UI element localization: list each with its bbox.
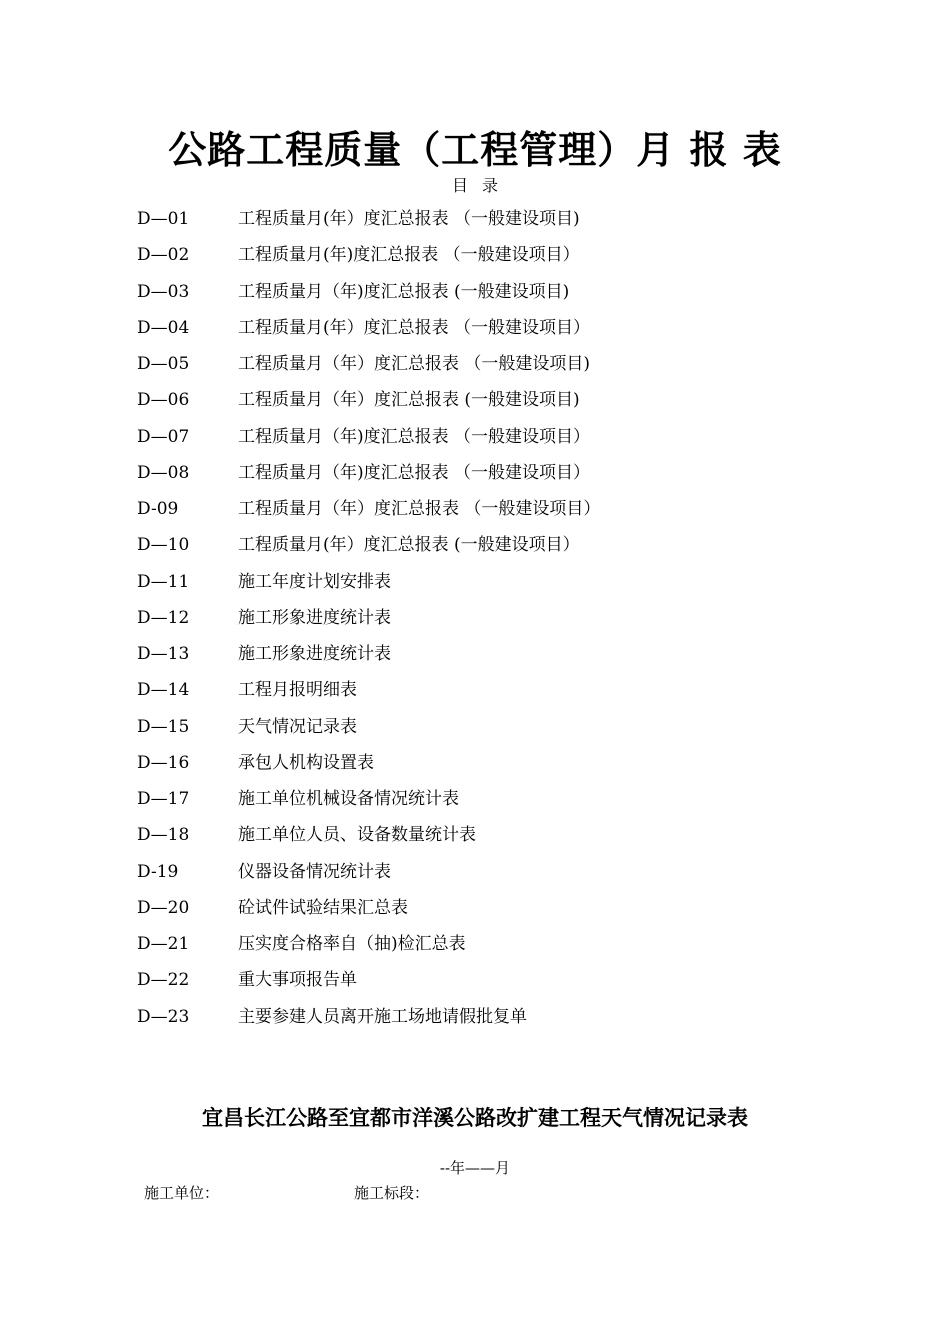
construction-section-label: 施工标段：: [354, 1184, 430, 1202]
toc-item-title: 重大事项报告单: [238, 970, 357, 991]
toc-item-code: D—21: [137, 934, 190, 954]
toc-item-code: D—02: [137, 245, 190, 266]
toc-heading: 目录: [451, 176, 512, 195]
toc-item: [137, 201, 857, 237]
toc-item: [137, 854, 857, 890]
toc-item-title: 施工形象进度统计表: [238, 644, 391, 664]
toc-item-code: D—01: [137, 209, 190, 229]
toc-item-code: D—05: [137, 354, 190, 374]
page-title: 公路工程质量（工程管理）月 报 表: [168, 128, 782, 172]
toc-item-code: D—04: [137, 317, 190, 338]
toc-item-code: D—20: [137, 897, 190, 918]
toc-item-code: D—22: [137, 970, 190, 991]
toc-item: [137, 346, 857, 382]
toc-item-code: D—23: [137, 1006, 190, 1027]
toc-item-title: 施工单位机械设备情况统计表: [238, 789, 459, 809]
toc-item: [137, 781, 857, 817]
toc-item-code: D—08: [137, 462, 190, 483]
toc-item-code: D-19: [137, 861, 179, 882]
toc-list: [137, 201, 857, 1035]
toc-item-code: D—17: [137, 789, 190, 809]
toc-item-title: 承包人机构设置表: [238, 752, 374, 773]
toc-item: [137, 310, 857, 346]
toc-item-code: D—11: [137, 571, 190, 592]
toc-item: [137, 962, 857, 998]
toc-item: [137, 672, 857, 708]
toc-item-code: D—13: [137, 644, 190, 664]
toc-item-title: 主要参建人员离开施工场地请假批复单: [238, 1006, 527, 1027]
weather-record-title: 宜昌长江公路至宜都市洋溪公路改扩建工程天气情况记录表: [202, 1106, 748, 1130]
toc-item: [137, 237, 857, 273]
toc-item-title: 工程质量月(年）度汇总报表 (一般建设项目）: [238, 535, 580, 556]
toc-item: [137, 999, 857, 1035]
toc-item: [137, 455, 857, 491]
toc-item-title: 压实度合格率自（抽)检汇总表: [238, 934, 466, 954]
report-period: --年——月: [439, 1159, 511, 1177]
toc-item: [137, 926, 857, 962]
toc-item: [137, 745, 857, 781]
toc-item-code: D-09: [137, 499, 179, 519]
toc-item-code: D—12: [137, 607, 190, 628]
toc-item-code: D—18: [137, 825, 190, 846]
toc-item-code: D—07: [137, 426, 190, 447]
toc-item-title: 工程质量月(年）度汇总报表 （一般建设项目）: [238, 317, 591, 338]
toc-item-title: 天气情况记录表: [238, 716, 357, 737]
toc-item: [137, 890, 857, 926]
toc-item-title: 工程质量月（年)度汇总报表 （一般建设项目）: [238, 426, 591, 447]
toc-item-title: 工程质量月（年)度汇总报表 （一般建设项目）: [238, 462, 591, 483]
toc-item-title: 施工年度计划安排表: [238, 571, 391, 592]
toc-item: [137, 817, 857, 853]
toc-item: [137, 636, 857, 672]
toc-item-title: 工程质量月（年)度汇总报表 (一般建设项目): [238, 281, 570, 302]
toc-item-title: 工程质量月（年）度汇总报表 (一般建设项目): [238, 390, 580, 411]
toc-item: [137, 491, 857, 527]
toc-item-title: 工程质量月（年）度汇总报表 （一般建设项目): [238, 354, 591, 374]
toc-item: [137, 600, 857, 636]
toc-item-title: 施工形象进度统计表: [238, 607, 391, 628]
toc-item-title: 工程质量月(年）度汇总报表 （一般建设项目): [238, 209, 580, 229]
toc-item-code: D—03: [137, 281, 190, 302]
toc-item-title: 仪器设备情况统计表: [238, 861, 391, 882]
toc-item-code: D—14: [137, 680, 190, 701]
toc-item: [137, 709, 857, 745]
toc-item-title: 工程月报明细表: [238, 680, 357, 701]
toc-item: [137, 274, 857, 310]
toc-item-title: 工程质量月（年）度汇总报表 （一般建设项目）: [238, 499, 601, 519]
toc-item: [137, 527, 857, 563]
toc-item: [137, 382, 857, 418]
toc-item: [137, 564, 857, 600]
toc-item-code: D—16: [137, 752, 190, 773]
toc-item: [137, 419, 857, 455]
toc-item-code: D—10: [137, 535, 190, 556]
toc-item-code: D—15: [137, 716, 190, 737]
toc-item-title: 工程质量月(年)度汇总报表 （一般建设项目）: [238, 245, 580, 266]
construction-unit-label: 施工单位：: [144, 1184, 220, 1202]
toc-item-title: 施工单位人员、设备数量统计表: [238, 825, 476, 846]
toc-item-code: D—06: [137, 390, 190, 411]
toc-item-title: 砼试件试验结果汇总表: [238, 897, 408, 918]
